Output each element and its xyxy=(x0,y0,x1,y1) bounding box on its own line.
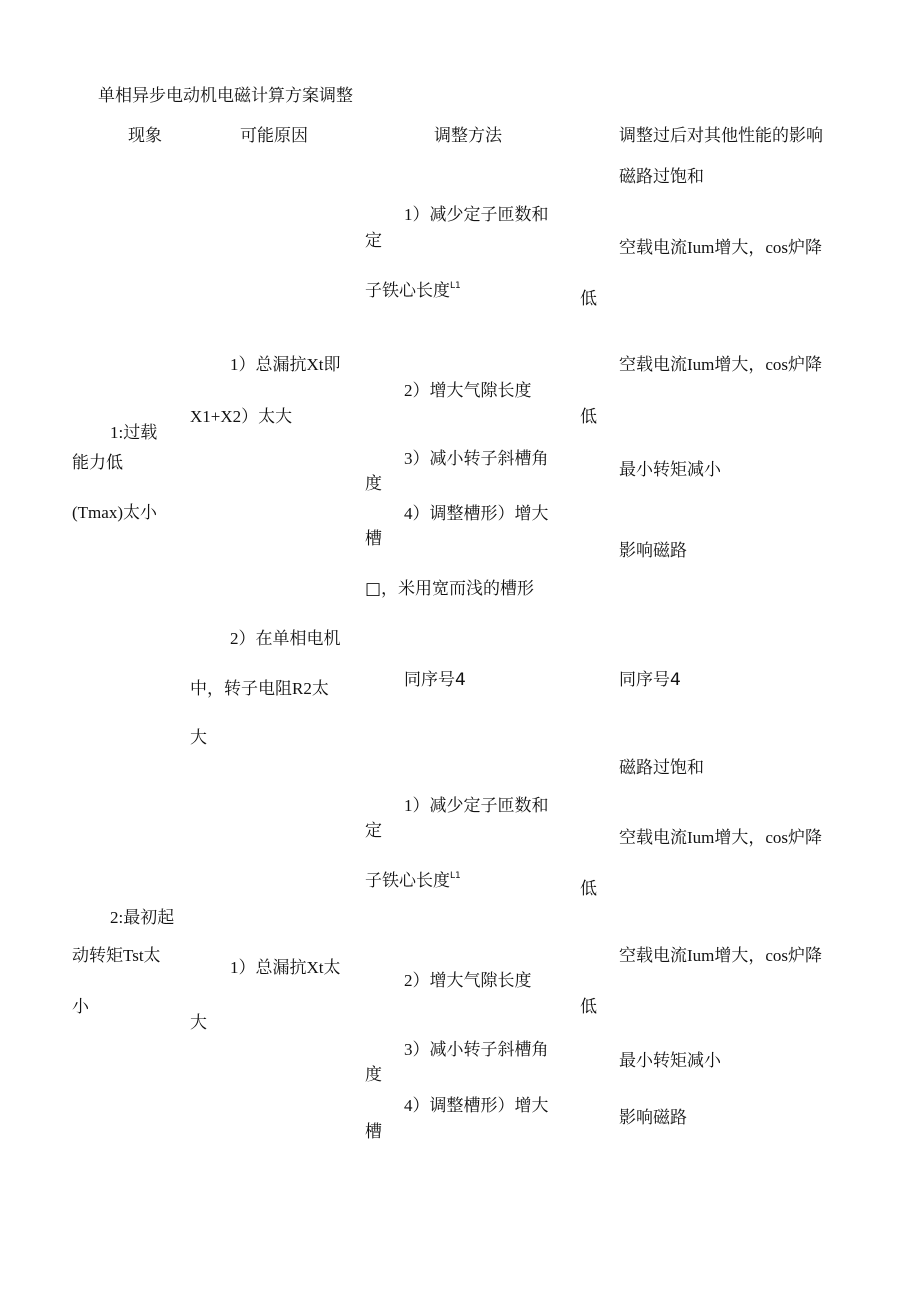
row1-low1: 低 xyxy=(580,289,597,309)
row1-phenomenon-line1: 1:过载 xyxy=(110,423,158,442)
row2-method3-line1: 3）减小转子斜槽角 xyxy=(404,1040,549,1059)
row2-method1-sup: L1 xyxy=(450,871,461,881)
row2-low2: 低 xyxy=(580,997,597,1017)
row1-method4-line1: 4）调整槽形）增大 xyxy=(404,504,549,523)
header-cause: 可能原因 xyxy=(240,126,308,146)
row1-effect2: 空载电流Ium增大，cos炉降 xyxy=(619,238,823,257)
row2-method4-line2: 槽 xyxy=(365,1122,382,1142)
row2-method1-line3 xyxy=(365,872,461,890)
row2-low1: 低 xyxy=(580,879,597,899)
row2-effect1: 磁路过饱和 xyxy=(619,758,704,778)
row2-effect5: 影响磁路 xyxy=(619,1108,687,1128)
row1-method1-sup: L1 xyxy=(450,281,461,291)
row2-cause1-line2: 大 xyxy=(190,1013,207,1033)
row1-method1-line2: 定 xyxy=(365,231,382,251)
row2-phenomenon-line3: 小 xyxy=(72,997,89,1017)
row2-method1-line2: 定 xyxy=(365,821,382,841)
header-method: 调整方法 xyxy=(434,126,502,146)
row2-effect3: 空载电流Ium增大，cos炉降 xyxy=(619,946,823,965)
row2-method2: 2）增大气隙长度 xyxy=(404,971,532,990)
row1-method2: 2）增大气隙长度 xyxy=(404,381,532,400)
row1-effect3: 空载电流Ium增大，cos炉降 xyxy=(619,355,823,374)
row2-phenomenon-line1: 2:最初起 xyxy=(110,908,175,927)
row1-method1-line1: 1）减少定子匝数和 xyxy=(404,205,549,224)
row2-method1-text: 子铁心长度 xyxy=(365,871,450,891)
row1-phenomenon-line2: 能力低 xyxy=(72,453,123,473)
row2-method4-line1: 4）调整槽形）增大 xyxy=(404,1096,549,1115)
row1-cause2-line3: 大 xyxy=(190,728,207,748)
row1-cause2-line1: 2）在单相电机 xyxy=(230,629,341,648)
row2-phenomenon-line2: 动转矩Tst太 xyxy=(72,946,161,965)
row1-effect1: 磁路过饱和 xyxy=(619,167,704,187)
row1-cause1-line2: X1+X2）太大 xyxy=(190,407,293,426)
row2-cause1-line1: 1）总漏抗Xt太 xyxy=(230,958,341,977)
row1-method5: 同序号4 xyxy=(404,670,466,690)
row1-method1-text: 子铁心长度 xyxy=(365,281,450,301)
header-effect: 调整过后对其他性能的影响 xyxy=(619,126,823,146)
row1-cause1-line1: 1）总漏抗Xt即 xyxy=(230,355,341,374)
row2-method1-line1: 1）减少定子匝数和 xyxy=(404,796,549,815)
row1-cause2-line2: 中，转子电阻R2太 xyxy=(190,679,329,698)
row1-method4-line2: 槽 xyxy=(365,529,382,549)
page-title: 单相异步电动机电磁计算方案调整 xyxy=(98,86,353,106)
row1-method1-line3 xyxy=(365,282,461,300)
row2-effect4: 最小转矩减小 xyxy=(619,1051,721,1071)
row1-method4-line3: □，米用宽而浅的槽形 xyxy=(365,579,535,599)
row1-phenomenon-line3: (Tmax)太小 xyxy=(72,503,157,522)
row1-method3-line1: 3）减小转子斜槽角 xyxy=(404,449,549,468)
row1-effect6: 同序号4 xyxy=(619,670,681,690)
row1-effect4: 最小转矩减小 xyxy=(619,460,721,480)
row2-effect2: 空载电流Ium增大，cos炉降 xyxy=(619,828,823,847)
header-phenomenon: 现象 xyxy=(128,126,162,146)
row1-effect5: 影响磁路 xyxy=(619,541,687,561)
row1-low2: 低 xyxy=(580,407,597,427)
row2-method3-line2: 度 xyxy=(365,1065,382,1085)
row1-method3-line2: 度 xyxy=(365,474,382,494)
